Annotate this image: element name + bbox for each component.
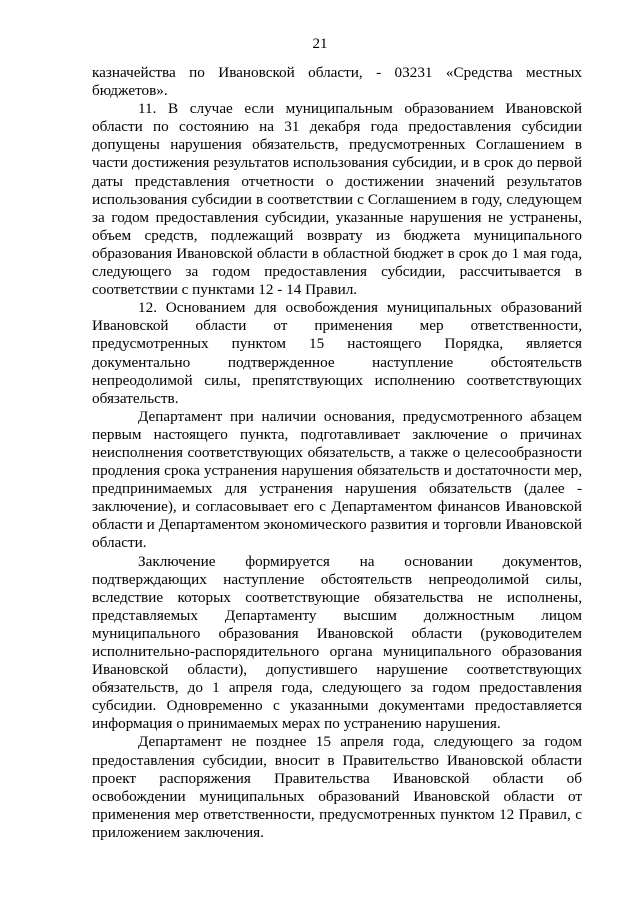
paragraph-conclusion-basis: Заключение формируется на основании документов, подтверждающих наступление обстоятельств непреодолимой силы, вследствие которых соответствующие обязательства не исполнены, представляемых Департаменту высшим должностным лицом муниципального образования Ивановской области (руководителем исполнительно-распорядительного органа муниципального образования Ивановской области), допустившего нарушение соответствующих обязательств, до 1 апреля года, следующего за годом предоставления субсидии. Одновременно с указанными документами предоставляется информация о принимаемых мерах по устранению нарушения.	[92, 552, 582, 733]
page-number: 21	[312, 36, 328, 52]
paragraph-item-11: 11. В случае если муниципальным образованием Ивановской области по состоянию на 31 декабря года предоставления субсидии допущены нарушения обязательств, предусмотренных Соглашением в части достижения результатов использования субсидии, и в срок до первой даты представления отчетности о достижении значений результатов использования субсидии в соответствии с Соглашением в году, следующем за годом предоставления субсидии, указанные нарушения не устранены, объем средств, подлежащий возврату из бюджета муниципального образования Ивановской области в областной бюджет в срок до 1 мая года, следующего за годом предоставления субсидии, рассчитывается в соответствии с пунктами 12 - 14 Правил.	[92, 100, 582, 299]
paragraph-continuation: казначейства по Ивановской области, - 03231 «Средства местных бюджетов».	[92, 64, 582, 100]
paragraph-item-12: 12. Основанием для освобождения муниципальных образований Ивановской области от применения мер ответственности, предусмотренных пунктом 15 настоящего Порядка, является документально подтвержденное наступление обстоятельств непреодолимой силы, препятствующих исполнению соответствующих обязательств.	[92, 299, 582, 407]
document-body	[92, 64, 582, 842]
paragraph-department-conclusion: Департамент при наличии основания, предусмотренного абзацем первым настоящего пункта, подготавливает заключение о причинах неисполнения соответствующих обязательств, а также о целесообразности продления срока устранения нарушения обязательств и достаточности мер, предпринимаемых для устранения нарушения обязательств (далее - заключение), и согласовывает его с Департаментом финансов Ивановской области и Департаментом экономического развития и торговли Ивановской области.	[92, 407, 582, 552]
paragraph-department-deadline: Департамент не позднее 15 апреля года, следующего за годом предоставления субсидии, вносит в Правительство Ивановской области проект распоряжения Правительства Ивановской области об освобождении муниципальных образований Ивановской области от применения мер ответственности, предусмотренных пунктом 12 Правил, с приложением заключения.	[92, 733, 582, 841]
